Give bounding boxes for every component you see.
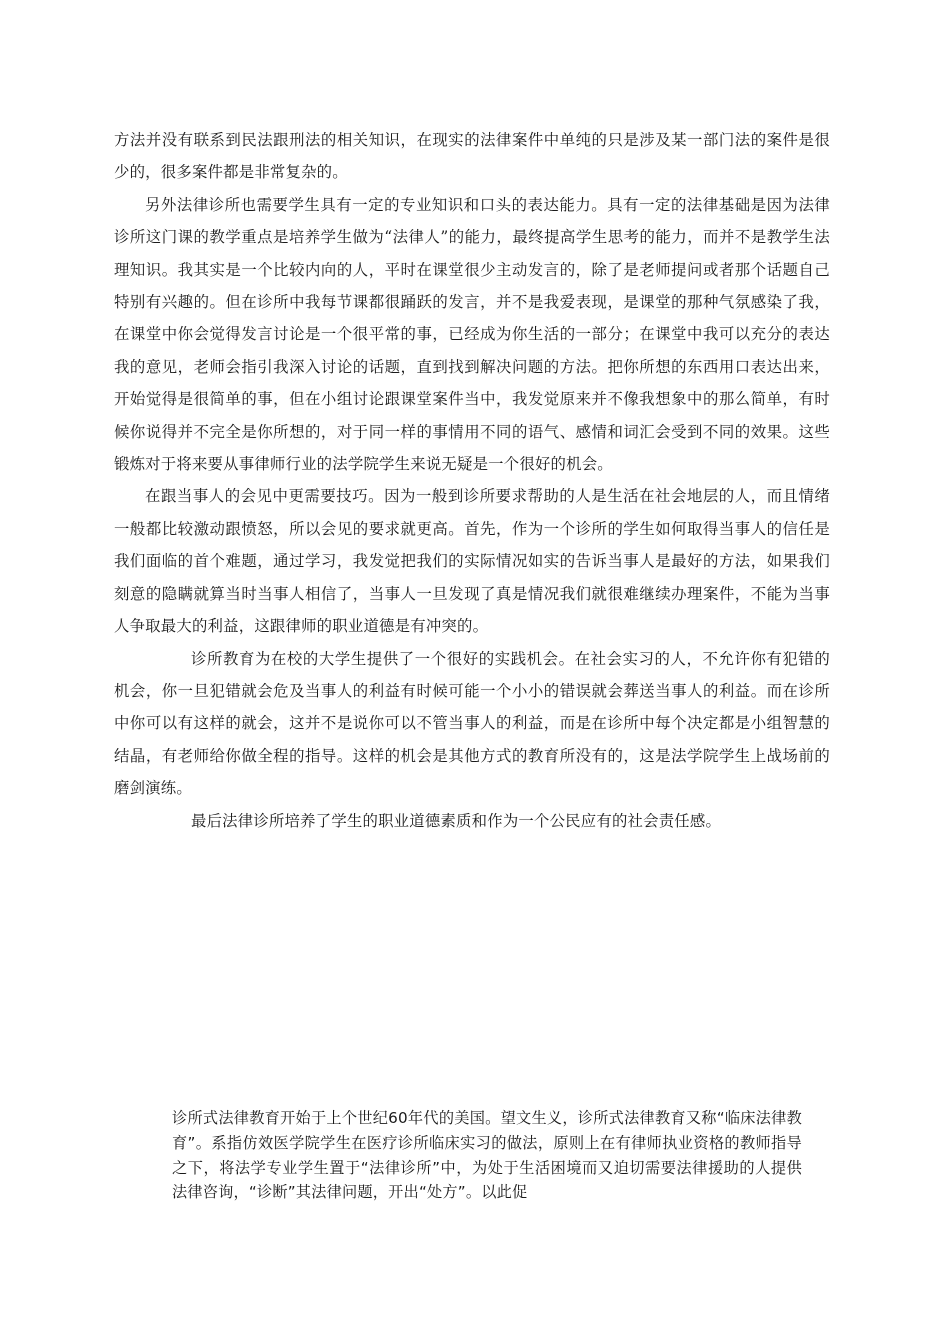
paragraph-client-meeting: 在跟当事人的会见中更需要技巧。因为一般到诊所要求帮助的人是生活在社会地层的人，而且情绪一般都比较激动跟愤怒，所以会见的要求就更高。首先，作为一个诊所的学生如何取得当事人的信任是我们面临的首个难题，通过学习，我发觉把我们的实际情况如实的告诉当事人是最好的方法，如果我们刻意的隐瞒就算当时当事人相信了，当事人一旦发现了真是情况我们就很难继续办理案件，不能为当事人争取最大的利益，这跟律师的职业道德是有冲突的。 <box>114 487 830 636</box>
paragraph-professional-ethics: 最后法律诊所培养了学生的职业道德素质和作为一个公民应有的社会责任感。 <box>191 811 722 830</box>
paragraph-practice-opportunity: 诊所教育为在校的大学生提供了一个很好的实践机会。在社会实习的人，不允许你有犯错的机会，你一旦犯错就会危及当事人的利益有时候可能一个小小的错误就会葬送当事人的利益。而在诊所中你可以有这样的就会，这并不是说你可以不管当事人的利益，而是在诊所中每个决定都是小组智慧的结晶，有老师给你做全程的指导。这样的机会是其他方式的教育所没有的，这是法学院学生上战场前的磨剑演练。 <box>114 649 830 798</box>
paragraph-expression-skills: 另外法律诊所也需要学生具有一定的专业知识和口头的表达能力。具有一定的法律基础是因为法律诊所这门课的教学重点是培养学生做为“法律人”的能力，最终提高学生思考的能力，而并不是教学生法理知识。我其实是一个比较内向的人，平时在课堂很少主动发言的，除了是老师提问或者那个话题自己特别有兴趣的。但在诊所中我每节课都很踊跃的发言，并不是我爱表现，是课堂的那种气氛感染了我，在课堂中你会觉得发言讨论是一个很平常的事，已经成为你生活的一部分；在课堂中我可以充分的表达我的意见，老师会指引我深入讨论的话题，直到找到解决问题的方法。把你所想的东西用口表达出来，开始觉得是很简单的事，但在小组讨论跟课堂案件当中，我发觉原来并不像我想象中的那么简单，有时候你说得并不完全是你所想的，对于同一样的事情用不同的语气、感情和词汇会受到不同的效果。这些锻炼对于将来要从事律师行业的法学院学生来说无疑是一个很好的机会。 <box>114 195 830 474</box>
document-body <box>114 124 830 837</box>
footnote-text: 诊所式法律教育开始于上个世纪60年代的美国。望文生义，诊所式法律教育又称“临床法律教育”。系指仿效医学院学生在医疗诊所临床实习的做法，原则上在有律师执业资格的教师指导之下，将法学专业学生置于“法律诊所”中，为处于生活困境而又迫切需要法律援助的人提供法律咨询，“诊断”其法律问题，开出“处方”。以此促 <box>172 1109 802 1202</box>
paragraph-continuation: 方法并没有联系到民法跟刑法的相关知识，在现实的法律案件中单纯的只是涉及某一部门法的案件是很少的，很多案件都是非常复杂的。 <box>114 131 830 182</box>
footnote-block <box>172 1106 802 1205</box>
